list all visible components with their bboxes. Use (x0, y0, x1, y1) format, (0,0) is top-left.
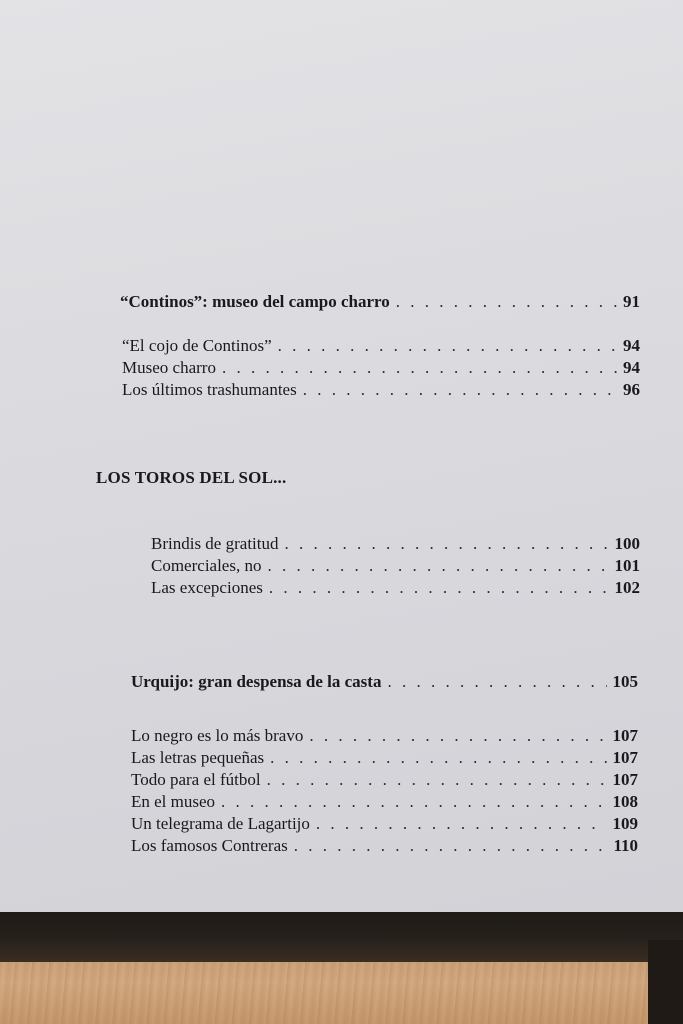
leader-dots (222, 358, 617, 378)
leader-dots (267, 770, 607, 790)
toc-entry-label: Brindis de gratitud (151, 534, 279, 553)
toc-entry (151, 534, 640, 554)
toc-page-number: 107 (612, 770, 638, 789)
leader-dots (267, 556, 608, 576)
toc-page-number: 102 (614, 578, 640, 597)
leader-dots (303, 380, 617, 400)
leader-dots (396, 292, 617, 312)
toc-entry (131, 726, 638, 746)
toc-entry (131, 770, 638, 790)
toc-entry (122, 336, 640, 356)
toc-page-number: 108 (612, 792, 638, 811)
toc-page-number: 105 (612, 672, 638, 691)
toc-page-number: 94 (623, 358, 640, 377)
toc-page-number: 100 (614, 534, 640, 553)
toc-page-number: 91 (623, 292, 640, 311)
toc-entry (122, 358, 640, 378)
toc-page-number: 107 (612, 726, 638, 745)
leader-dots (387, 672, 606, 692)
toc-entry-label: “Continos”: museo del campo charro (120, 292, 390, 311)
toc-entry-label: Un telegrama de Lagartijo (131, 814, 310, 833)
toc-section-title (131, 672, 638, 692)
toc-page-number: 94 (623, 336, 640, 355)
leader-dots (284, 534, 608, 554)
toc-page-number: 109 (612, 814, 638, 833)
page-shadow-corner (648, 940, 683, 1024)
leader-dots (269, 578, 609, 598)
toc-entry-label: Museo charro (122, 358, 216, 377)
toc-entry-label: Los últimos trashumantes (122, 380, 297, 399)
toc-entry (151, 578, 640, 598)
toc-entry (131, 814, 638, 834)
toc-entry-label: Las letras pequeñas (131, 748, 265, 767)
toc-page-number: 107 (612, 748, 638, 767)
toc-entry (131, 748, 638, 768)
toc-entry-label: Comerciales, no (151, 556, 262, 575)
leader-dots (316, 814, 607, 834)
toc-entry (131, 836, 638, 856)
toc-entry-label: Lo negro es lo más bravo (131, 726, 304, 745)
toc-page-number: 96 (623, 380, 640, 399)
toc-entry-label: Los famosos Contreras (131, 836, 288, 855)
toc-chapter-heading: LOS TOROS DEL SOL... (96, 468, 287, 487)
toc-entry (151, 556, 640, 576)
toc-page-number: 110 (613, 836, 638, 855)
leader-dots (294, 836, 608, 856)
toc-entry-label: “El cojo de Continos” (122, 336, 272, 355)
leader-dots (278, 336, 617, 356)
toc-entry (131, 792, 638, 812)
toc-page-number: 101 (614, 556, 640, 575)
toc-entry (122, 380, 640, 400)
leader-dots (221, 792, 606, 812)
toc-entry-label: Todo para el fútbol (131, 770, 261, 789)
toc-section-title (120, 292, 640, 312)
leader-dots (270, 748, 606, 768)
leader-dots (309, 726, 606, 746)
toc-entry-label: Urquijo: gran despensa de la casta (131, 672, 382, 691)
toc-entry-label: Las excepciones (151, 578, 263, 597)
toc-entry-label: En el museo (131, 792, 216, 811)
